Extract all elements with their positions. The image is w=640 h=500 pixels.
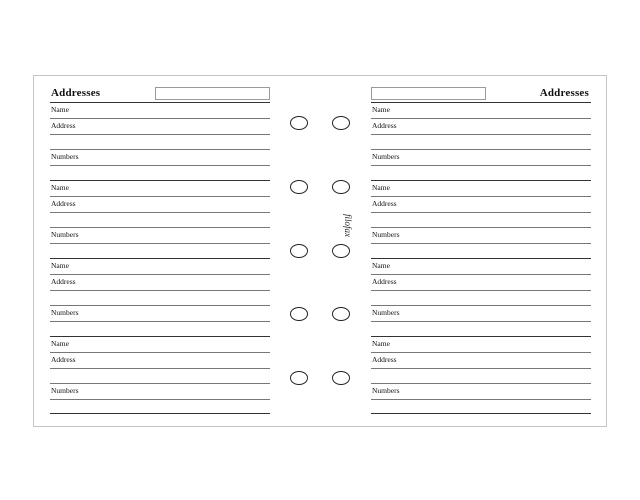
numbers-line[interactable]: [50, 321, 270, 322]
numbers-label: Numbers: [51, 152, 79, 161]
address-label: Address: [372, 355, 397, 364]
numbers-line[interactable]: [50, 165, 270, 166]
punch-hole: [332, 180, 350, 194]
name-line[interactable]: [371, 352, 591, 353]
entry-separator: [50, 413, 270, 414]
address-line[interactable]: [50, 134, 270, 135]
entry-separator: [50, 180, 270, 181]
punch-hole: [290, 180, 308, 194]
address-line[interactable]: [50, 383, 270, 384]
entry-separator: [50, 258, 270, 259]
name-label: Name: [51, 105, 69, 114]
address-line[interactable]: [371, 149, 591, 150]
address-sheet: [33, 75, 607, 427]
right-page-title: Addresses: [539, 87, 589, 99]
binder-holes: [288, 76, 368, 426]
address-line[interactable]: [371, 227, 591, 228]
name-label: Name: [51, 339, 69, 348]
address-line[interactable]: [371, 368, 591, 369]
header-rule: [371, 102, 591, 103]
left-page: [50, 76, 270, 426]
numbers-line[interactable]: [371, 399, 591, 400]
right-page-header: [371, 87, 591, 103]
punch-hole: [290, 371, 308, 385]
punch-hole: [332, 116, 350, 130]
numbers-label: Numbers: [51, 386, 79, 395]
brand-logo: filofax: [343, 213, 353, 237]
left-page-title: Addresses: [51, 87, 101, 99]
address-label: Address: [51, 121, 76, 130]
numbers-label: Numbers: [372, 386, 400, 395]
address-line[interactable]: [371, 383, 591, 384]
right-page: [371, 76, 591, 426]
left-title-input-box[interactable]: [155, 87, 270, 100]
name-label: Name: [372, 261, 390, 270]
punch-hole: [290, 116, 308, 130]
name-line[interactable]: [50, 196, 270, 197]
address-line[interactable]: [50, 227, 270, 228]
address-label: Address: [51, 355, 76, 364]
address-label: Address: [51, 199, 76, 208]
numbers-line[interactable]: [50, 243, 270, 244]
numbers-line[interactable]: [371, 165, 591, 166]
numbers-line[interactable]: [371, 243, 591, 244]
address-line[interactable]: [50, 290, 270, 291]
address-label: Address: [372, 199, 397, 208]
numbers-line[interactable]: [50, 399, 270, 400]
name-line[interactable]: [50, 274, 270, 275]
entry-separator: [371, 180, 591, 181]
name-line[interactable]: [50, 118, 270, 119]
entry-separator: [371, 336, 591, 337]
address-line[interactable]: [371, 305, 591, 306]
name-label: Name: [51, 261, 69, 270]
entry-separator: [371, 258, 591, 259]
address-label: Address: [372, 121, 397, 130]
numbers-label: Numbers: [51, 308, 79, 317]
numbers-label: Numbers: [51, 230, 79, 239]
entry-separator: [371, 413, 591, 414]
numbers-label: Numbers: [372, 152, 400, 161]
address-line[interactable]: [50, 368, 270, 369]
name-label: Name: [372, 183, 390, 192]
name-label: Name: [372, 105, 390, 114]
name-label: Name: [51, 183, 69, 192]
entry-separator: [50, 336, 270, 337]
punch-hole: [332, 371, 350, 385]
punch-hole: [332, 244, 350, 258]
name-label: Name: [372, 339, 390, 348]
name-line[interactable]: [371, 118, 591, 119]
name-line[interactable]: [50, 352, 270, 353]
punch-hole: [290, 244, 308, 258]
name-line[interactable]: [371, 274, 591, 275]
address-label: Address: [372, 277, 397, 286]
address-line[interactable]: [50, 149, 270, 150]
address-line[interactable]: [50, 212, 270, 213]
numbers-label: Numbers: [372, 230, 400, 239]
header-rule: [50, 102, 270, 103]
address-line[interactable]: [50, 305, 270, 306]
left-page-header: [50, 87, 270, 103]
punch-hole: [290, 307, 308, 321]
address-line[interactable]: [371, 134, 591, 135]
address-label: Address: [51, 277, 76, 286]
numbers-label: Numbers: [372, 308, 400, 317]
address-line[interactable]: [371, 290, 591, 291]
name-line[interactable]: [371, 196, 591, 197]
address-line[interactable]: [371, 212, 591, 213]
numbers-line[interactable]: [371, 321, 591, 322]
right-title-input-box[interactable]: [371, 87, 486, 100]
punch-hole: [332, 307, 350, 321]
